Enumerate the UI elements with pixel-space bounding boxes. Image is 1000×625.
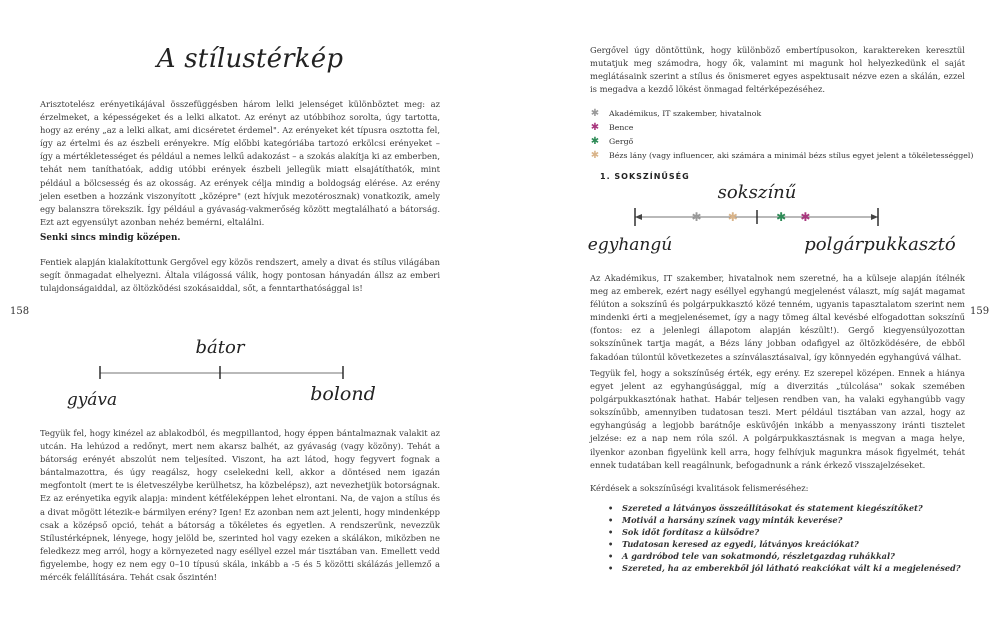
legend-item	[590, 107, 973, 121]
right-page	[500, 0, 1000, 625]
star-icon: ✱	[590, 150, 600, 161]
scale-marker-star-icon: ✱	[800, 210, 811, 224]
legend-item	[590, 149, 973, 163]
arrow-right	[871, 214, 878, 220]
intro-paragraph: Arisztotelész erényetikájával összefüggésben három lelki jelenséget különböztet meg: az érzelmeket, a képességeket és a lelki alkatot. Az erényt az utóbbihoz sorolta, úgy tartotta, hogy az erény „az a lelki alkat, ami dicséretet érdemel". Az erényeket két típusra osztotta fel, így az értelmi és az észbeli erényekre. Míg előbbi kategóriába tartozó erkölcsi erényeket – így a mértékletességet és például a nemes lelkű adakozást – a szokás alakítja ki az emberben, tehát nem taníthatóak, addig utóbbi erények észbeli jellegük miatt elsajátíthatók, mint például a bölcsesség és az okosság. Az erények célja mindig a boldogság elérése. Az erény jelen esetben a hozzánk viszonyított „középre" (ezt hívjuk mezotérosznak) vonatkozik, amely egy balanszra törekszik. Így például a gyávaság-vakmerőség között megtalálható a bátorság. Ezt azt egyensúlyt azonban nehéz bemérni, eltalálni.	[40, 99, 440, 227]
star-icon: ✱	[590, 108, 600, 119]
arrow-left	[635, 214, 642, 220]
questions-list	[608, 502, 963, 574]
scale-marker-star-icon: ✱	[727, 210, 738, 224]
legend-item	[590, 121, 973, 135]
scale-label-top: bátor	[195, 337, 245, 358]
question-item: • Szereted, ha az emberekből jól látható reakciókat vált ki a megjelenésed?	[608, 562, 963, 574]
intro-paragraph-right: Gergővel úgy döntöttünk, hogy különböző embertípusokon, karaktereken keresztül mutatjuk meg számodra, hogy ők, valamint mi magunk hol helyezkedünk el saját meglátásaink szerint a stílus és önismeret egyes aspektusait nézve ezen a skálán, ezzel is megadva a kezdő lökést önmagad feltérképezéséhez.	[590, 45, 965, 95]
character-legend	[590, 107, 973, 163]
scale-label-left: gyáva	[66, 390, 118, 410]
questions-intro: Kérdések a sokszínűségi kvalitások felismeréséhez:	[590, 483, 809, 493]
paragraph-2: Fentiek alapján kialakítottunk Gergővel egy közös rendszert, amely a divat és stílus világában segít önmagadat elhelyezni. Általa világossá válik, hogy pontosan hányadán állsz az emberi tulajdonságaiddal, az öltözködési szokásaiddal, sőt, a fenntarthatósággal is!	[40, 257, 440, 294]
question-item: • Motivál a harsány színek vagy minták keverése?	[608, 514, 963, 526]
question-item: • Tudatosan keresed az egyedi, látványos kreációkat?	[608, 538, 963, 550]
paragraph-2-right: Az Akadémikus, IT szakember, hivatalnok nem szeretné, ha a külseje alapján ítélnék meg az emberek, ezért nagy eséllyel egyhangú megjelenést választ, míg saját magamat félúton a sokszínű és polgárpukkasztó közé tenném, ugyanis tapasztalatom szerint nem mindenki érti a megjelenésemet, így a nagy tömeg által kevésbé elfogadottan sokszínű (fontos: ez a jelenlegi állapotom alapján készült!). Gergő kiegyensúlyozottan sokszínűnek tartja magát, a Bézs lány jobban odafigyel az öltözködésére, de ebből fakadóan túlontúl következetes a színválasztásaival, így könnyedén egyhangúvá válhat.	[590, 273, 965, 362]
page-number: 158	[10, 306, 30, 317]
page-number-right: 159	[970, 306, 990, 317]
star-icon: ✱	[590, 136, 600, 147]
paragraph-3: Tegyük fel, hogy kinézel az ablakodból, és megpillantod, hogy éppen bántalmaznak valakit az utcán. Ha lehúzod a redőnyt, mert nem akarsz balhét, az gyávaság (vagy közöny). Tehát a bátorság erényét abszolút nem teljesíted. Viszont, ha azt látod, hogy fegyvert fognak a bántalmazottra, és úgy reagálsz, hogy cselekedni kell, akkor a döntésed nem igazán megfontolt (mert te is életveszélybe kerülhetsz, ha közbelépsz), azt nevezhetjük botorságnak. Ez az erényetika egyik alapja: mindent kétféleképpen lehet elrontani. Na, de vajon a stílus és a divat mögött létezik-e bármilyen erény? Igen! Ez azonban nem azt jelenti, hogy mindenképp csak a középső opció, tehát a bátorság a tökéletes és egyetlen. A rendszerünk, nevezzük Stílustérképnek, lényege, hogy jelöld be, szerinted hol vagy ezeken a skálákon, miközben ne feledkezz meg arról, hogy a környezeted nagy eséllyel ezzel már tisztában van. Emellett vedd figyelembe, hogy ez nem egy 0–10 típusú skála, inkább a -5 és 5 közötti skálázás jellemző a mércék felállítására. Tehát csak őszintén!	[40, 428, 440, 583]
question-item: • A gardróbod tele van sokatmondó, részletgazdag ruhákkal?	[608, 550, 963, 562]
section-heading: 1. SOKSZÍNŰSÉG	[600, 172, 690, 181]
legend-item	[590, 135, 973, 149]
star-icon: ✱	[590, 122, 600, 133]
question-item: • Sok időt fordítasz a külsődre?	[608, 526, 963, 538]
subheading: Senki sincs mindig középen.	[40, 233, 181, 243]
scale-marker-star-icon: ✱	[776, 210, 787, 224]
courage-scale	[40, 325, 440, 415]
paragraph-3-right: Tegyük fel, hogy a sokszínűség érték, egy erény. Ez szerepel középen. Ennek a hiánya egyet jelent az egyhangúsággal, míg a diverzitás „túlcolása" sokak szemében polgárpukkasztónak hathat. Habár teljesen rendben van, ha valaki egyhangúbb vagy sokszínűbb, amennyiben tudatosan teszi. Mert például tisztában van azzal, hogy az egyhangúság a legjobb barátnője esküvőjén inkább a menyasszony iránti tisztelet jelzése: ez a nap nem róla szól. A polgárpukkasztásnak is megvan a maga helye, ilyenkor azonban figyelünk kell arra, hogy felhívjuk magunkra mások figyelmét, tehát ennek tudatában kell reagálnunk, befogadnunk a ránk érkező visszajelzéseket.	[590, 368, 965, 470]
scale-label-top: sokszínű	[717, 182, 797, 203]
page-title: A stílustérkép	[156, 44, 344, 74]
question-item: • Szereted a látványos összeállításokat és statement kiegészítőket?	[608, 502, 963, 514]
diversity-scale	[580, 180, 980, 260]
legend-label: Bence	[609, 123, 634, 132]
scale-marker-star-icon: ✱	[691, 210, 702, 224]
scale-label-right: bolond	[310, 383, 376, 405]
scale-label-left: egyhangú	[587, 235, 673, 255]
legend-label: Bézs lány (vagy influencer, aki számára a minimál bézs stílus egyet jelent a tökéletességgel)	[609, 151, 974, 160]
legend-label: Akadémikus, IT szakember, hivatalnok	[609, 109, 762, 118]
scale-label-right: polgárpukkasztó	[804, 234, 956, 255]
legend-label: Gergő	[609, 137, 634, 146]
